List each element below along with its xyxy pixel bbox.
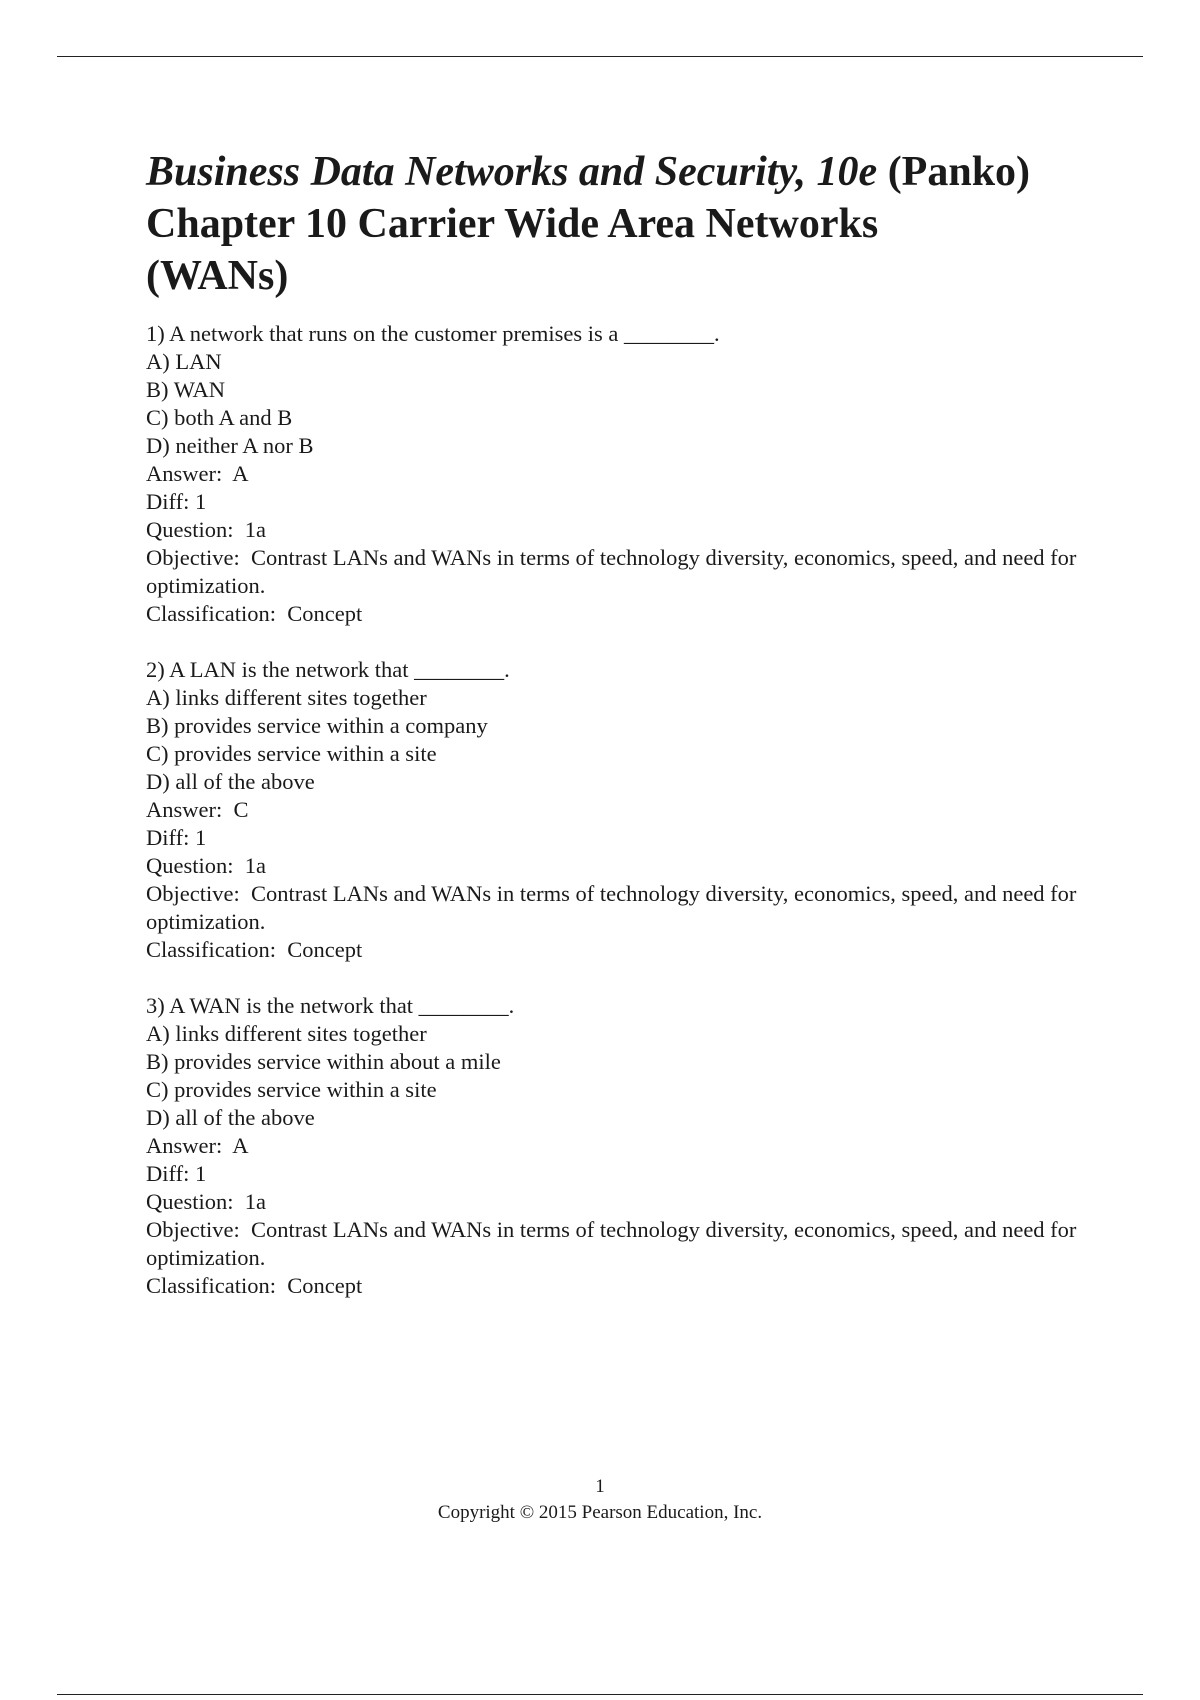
page-number: 1: [595, 1476, 605, 1497]
difficulty: Diff: 1: [146, 489, 207, 514]
book-title: Business Data Networks and Security, 10e: [146, 149, 878, 195]
chapter-title-line-1: Chapter 10 Carrier Wide Area Networks: [146, 201, 879, 247]
question-block-3: [146, 992, 1106, 1300]
classification: Classification: Concept: [146, 937, 363, 962]
option-b: B) provides service within a company: [146, 713, 488, 738]
option-a: A) LAN: [146, 349, 222, 374]
title-line-1: [146, 146, 1106, 198]
option-a: A) links different sites together: [146, 685, 427, 710]
answer: Answer: A: [146, 1133, 249, 1158]
page-footer: [0, 1474, 1200, 1526]
top-rule: [57, 56, 1143, 57]
chapter-title-line-2: (WANs): [146, 253, 289, 299]
difficulty: Diff: 1: [146, 825, 207, 850]
option-b: B) provides service within about a mile: [146, 1049, 501, 1074]
book-author: (Panko): [877, 149, 1031, 195]
option-d: D) all of the above: [146, 769, 315, 794]
option-c: C) both A and B: [146, 405, 293, 430]
classification: Classification: Concept: [146, 1273, 363, 1298]
question-ref: Question: 1a: [146, 517, 266, 542]
objective: Objective: Contrast LANs and WANs in terms of technology diversity, economics, speed, and need for optimization.: [146, 881, 1083, 934]
question-block-1: [146, 320, 1106, 628]
answer: Answer: A: [146, 461, 249, 486]
option-c: C) provides service within a site: [146, 1077, 437, 1102]
option-d: D) all of the above: [146, 1105, 315, 1130]
question-ref: Question: 1a: [146, 1189, 266, 1214]
option-b: B) WAN: [146, 377, 225, 402]
question-ref: Question: 1a: [146, 853, 266, 878]
objective: Objective: Contrast LANs and WANs in terms of technology diversity, economics, speed, and need for optimization.: [146, 1217, 1083, 1270]
option-a: A) links different sites together: [146, 1021, 427, 1046]
document-title: [146, 146, 1106, 302]
question-stem: 1) A network that runs on the customer premises is a ________.: [146, 321, 720, 346]
question-stem: 2) A LAN is the network that ________.: [146, 657, 510, 682]
question-stem: 3) A WAN is the network that ________.: [146, 993, 515, 1018]
bottom-rule: [57, 1694, 1143, 1695]
copyright-notice: Copyright © 2015 Pearson Education, Inc.: [437, 1502, 763, 1523]
classification: Classification: Concept: [146, 601, 363, 626]
option-c: C) provides service within a site: [146, 741, 437, 766]
question-block-2: [146, 656, 1106, 964]
answer: Answer: C: [146, 797, 249, 822]
difficulty: Diff: 1: [146, 1161, 207, 1186]
objective: Objective: Contrast LANs and WANs in terms of technology diversity, economics, speed, and need for optimization.: [146, 545, 1083, 598]
option-d: D) neither A nor B: [146, 433, 314, 458]
page-content: [146, 146, 1106, 1328]
